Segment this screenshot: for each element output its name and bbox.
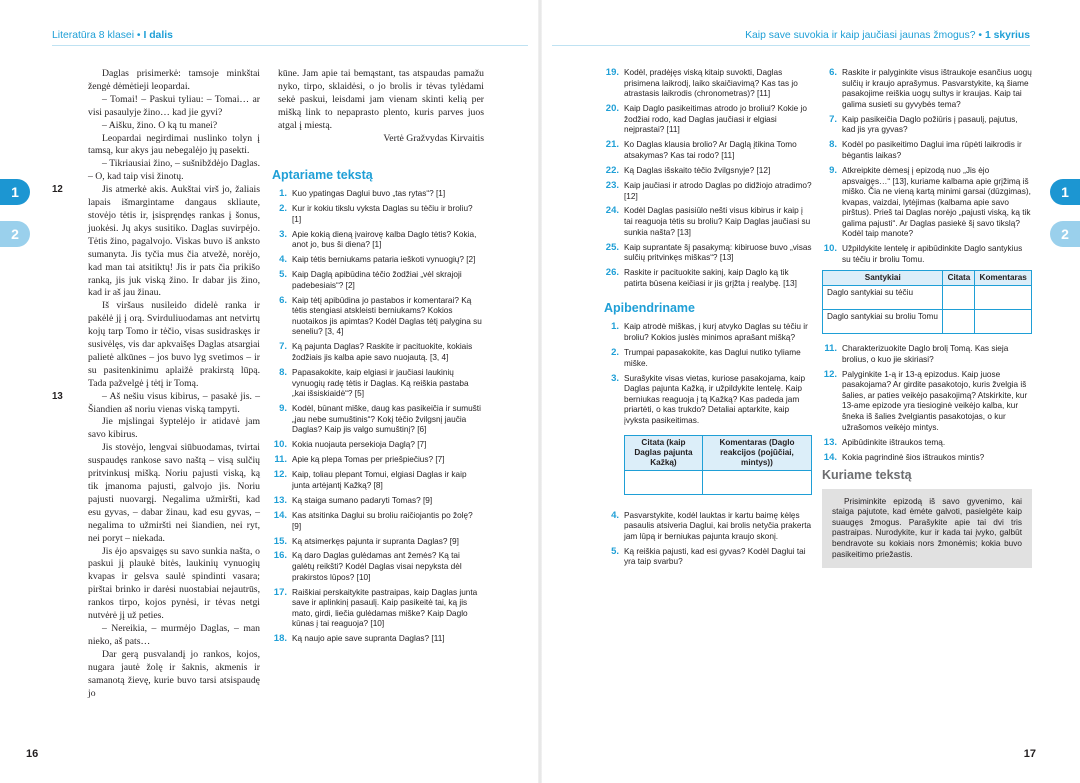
story-paragraph: [88, 546, 260, 623]
question-item: [272, 470, 484, 491]
story-paragraph: [88, 133, 260, 159]
question-item: [604, 374, 812, 427]
story-text: – Aišku, žino. O ką tu manei?: [102, 119, 218, 131]
left-running-header: Literatūra 8 klasei • I dalis: [52, 20, 528, 46]
question-item: [604, 140, 812, 161]
question-list-right-b: [822, 344, 1032, 463]
story-paragraph: [88, 442, 260, 545]
question-text: Pasvarstykite, kodėl lauktas ir kartu baimę kėlęs pasaulis atsiveria Daglui, kai brolis netyčia prakerta jam lūpą ir berniukas pajunta kraujo skonį.: [624, 510, 812, 541]
question-item: [272, 588, 484, 630]
question-item: [272, 255, 484, 266]
question-item: [604, 68, 812, 100]
question-text: Užpildykite lentelę ir apibūdinkite Daglo santykius su tėčiu ir broliu Tomu.: [842, 244, 1023, 265]
question-text: Palyginkite 1-ą ir 13-ą epizodus. Kaip juose pasakojama? Ar girdite pasakotojo, kuris žvelgia iš šalies, ar paties veikėjo pasakojimą? Atskirkite, kur 13-ame epizode yra tiesioginė veikėjo kalba, kur šneka iš šalies žvelgiantis pasakotojas, o kur užrašomos veikėjo mintys.: [842, 369, 1028, 432]
rel-cell[interactable]: [943, 286, 975, 310]
rel-header-citata: Citata: [943, 271, 975, 286]
question-text: Ką Daglas išskaito tėčio žvilgsnyje? [12]: [624, 165, 771, 175]
story-text: Jis ėjo apsvaigęs su savo sunkia našta, o paskui jį plaukė bitės, laukinių vynuogių kvapas ir gelsva saulė spindinti vasara; pirštai brinko ir darėsi nuostabiai nejautrūs, rankos tirpo, kojos pynėsi, ir tėvas netgi nutvėrė jį už peties.: [88, 545, 260, 622]
question-number: 7.: [829, 113, 837, 125]
question-number: 21.: [605, 139, 619, 151]
question-list: [272, 189, 484, 645]
question-text: Kaip, toliau plepant Tomui, elgiasi Daglas ir kaip junta artėjantį Kažką? [8]: [292, 470, 467, 490]
question-text: Raskite ir palyginkite visus ištraukoje esančius uogų sulčių ir kraujo aprašymus. Pasvarstykite, ką šiame pasakojime reiškia uogų sultys ir kraujas. Kaip tai galima susieti su gyvybės tema?: [842, 68, 1032, 109]
book-part: I dalis: [143, 30, 173, 41]
relationships-table: [822, 270, 1032, 334]
question-text: Kaip pasikeičia Daglo požiūris į pasaulį, pajutus, kad jis yra gyvas?: [842, 114, 1018, 135]
book-title: Literatūra 8 klasei: [52, 30, 135, 41]
story-paragraph: [88, 416, 260, 442]
question-item: [272, 204, 484, 225]
question-text: Kodėl, būnant miške, daug kas pasikeičia ir sumušti „jau nebe sumuštinis“? Kokį tėčio žvilgsnį jaučia Daglas? Kaip jis valgo sumuštinį? [6]: [292, 404, 481, 435]
chapter-number: 1 skyrius: [984, 30, 1030, 41]
section-heading-aptariame: Aptariame tekstą: [272, 168, 373, 182]
question-text: Kaip suprantate šį pasakymą: kibiruose buvo „visas sulčių pritvinkęs miškas“? [13]: [624, 242, 812, 263]
question-number: 7.: [279, 341, 287, 353]
chapter-tab-2-right[interactable]: 2: [1050, 221, 1080, 247]
question-item: [272, 368, 484, 400]
chapter-tab-1-right[interactable]: 1: [1050, 179, 1080, 205]
story-text: kūne. Jam apie tai bemąstant, tas atspaudas pamažu nyko, tirpo, sklaidėsi, o jo brolis ir tėvas tylėdami sekė paskui, leisdami jam vienam skinti kelią per mišką link to nepaprasto plento, kuris parves juos atgal į miestą.: [278, 68, 484, 131]
question-number: 11.: [824, 343, 837, 355]
section-heading-apibendriname: Apibendriname: [604, 301, 695, 316]
question-number: 23.: [605, 179, 619, 191]
question-number: 10.: [823, 243, 837, 255]
question-text: Apibūdinkite ištraukos temą.: [842, 437, 946, 447]
question-number: 12.: [273, 469, 287, 481]
question-item: [272, 296, 484, 338]
question-number: 20.: [605, 103, 619, 115]
story-paragraph: [88, 68, 260, 94]
question-text: Kaip tėtis berniukams pataria ieškoti vynuogių? [2]: [292, 255, 476, 265]
episode-number: 12: [52, 184, 63, 196]
question-text: Kodėl Daglas pasisiūlo nešti visus kibirus ir kaip į tai reaguoja tėtis su broliu? Kaip Daglas jaučiasi su sunkia našta? [13]: [624, 206, 811, 237]
rel-header-santykiai: Santykiai: [823, 271, 943, 286]
question-number: 25.: [605, 241, 619, 253]
rel-cell[interactable]: [975, 310, 1032, 334]
question-item: [604, 268, 812, 289]
story-text: Dar gerą pusvalandį jo rankos, kojos, nugara jautė žolę ir šaknis, akmenis ir samanotą žievę, kurie buvo tarsi atsispaudę jo: [88, 648, 260, 699]
question-item: [272, 496, 484, 507]
question-item: [822, 344, 1032, 365]
question-item: [272, 189, 484, 200]
question-item: [604, 206, 812, 238]
rel-row-label: Daglo santykiai su tėčiu: [823, 286, 943, 310]
story-paragraph: [88, 623, 260, 649]
story-paragraph: [88, 94, 260, 120]
question-number: 6.: [829, 67, 837, 78]
question-item: [272, 404, 484, 436]
question-item: [604, 243, 812, 264]
question-number: 2.: [611, 347, 619, 358]
question-item: [272, 537, 484, 548]
story-text: Jis atmerkė akis. Aukštai virš jo, žaliais lapais išmargintame dangaus skliaute, stovėjo tėtis ir, įsispręndęs rankas į šonus, juokėsi. Jų akys susitiko. Daglas suvirpėjo. Tėtis žino, pagalvojo. Viskas buvo iš anksto sumanyta. Jis tyčia mus čia atvežė, norėjo, kad man tai atsitiktų! Jis ir pats čia prikišo ranką, jis juk viską žino. Ir dabar jis žino, kad ir aš jau žinau.: [88, 184, 260, 299]
rel-cell[interactable]: [943, 310, 975, 334]
question-number: 9.: [829, 164, 837, 176]
question-text: Atkreipkite dėmesį į epizodą nuo „Jis ėjo apsvaigęs…“ [13], kuriame kalbama apie grįžimą iš miško. Čia ne vieną kartą minimi garsai (dūzgimas), kvapas, vaizdai, lytėjimas (kalbama apie savo pirštus). Prieš tai Daglas norėjo „pajusti viską, ką tik galima pajusti“. Ar Daglas pasiekė šį savo tikslą? Kodėl taip manote?: [842, 165, 1031, 239]
story-text: – Tikriausiai žino, – sušnibždėjo Daglas. – O, kad taip visi žinotų.: [88, 158, 260, 183]
question-number: 5.: [279, 269, 287, 281]
question-text: Ką daro Daglas gulėdamas ant žemės? Ką tai galėtų reikšti? Kodėl Daglas visai nepyksta dėl prakirstos lūpos? [10]: [292, 551, 462, 582]
story-paragraph: [52, 184, 260, 300]
question-number: 26.: [605, 267, 619, 279]
question-text: Raskite ir pacituokite sakinį, kaip Daglo ką tik patirta būsena keičiasi ir jis grįžta į realybę. [13]: [624, 268, 797, 288]
question-item: [272, 342, 484, 363]
story-paragraph: [278, 68, 484, 133]
question-number: 2.: [279, 202, 287, 214]
question-item: [822, 166, 1032, 240]
story-text: Jis stovėjo, lengvai siūbuodamas, tvirtai suspaudęs rankose savo naštą – visą sulčių pritvinkusį mišką. Noriu pajusti viską, ką tik įmanoma pajusti, galvojo jis. Noriu pajusti nuovargį. Negalima užmiršti, kad esu gyvas, – dabar žinau, kad esu gyvas, – negalima to užmiršti nei šiandien, nei ryt, nei poryt – niekada.: [88, 442, 260, 544]
question-text: Trumpai papasakokite, kas Daglui nutiko tyliame miške.: [624, 348, 801, 368]
question-item: [604, 322, 812, 343]
story-paragraph: [88, 120, 260, 133]
question-item: [822, 453, 1032, 464]
story-text: Leopardai negirdimai nuslinko tolyn į tamsą, kur akys jau nebegalėjo jų pasekti.: [88, 132, 260, 157]
question-item: [272, 511, 484, 532]
rel-cell[interactable]: [975, 286, 1032, 310]
question-item: [822, 68, 1032, 110]
quote-table-header-citata: Citata (kaip Daglas pajunta Kažką): [625, 435, 703, 470]
story-column-1: [52, 68, 260, 700]
question-number: 5.: [611, 545, 619, 557]
story-paragraph: [88, 649, 260, 701]
story-paragraph: [88, 158, 260, 184]
question-text: Raiškiai perskaitykite pastraipas, kaip Daglas junta save ir aplinkinį pasaulį. Kaip pasikeitė tai, ką jis mato, girdi, liečia gulėdamas miške? Kaip Daglo kūnas į tai reaguoja? [10]: [292, 587, 478, 629]
story-text: Jie mįslingai šyptelėjo ir atidavė jam savo kibirus.: [88, 416, 260, 441]
writing-task-text: Prisiminkite epizodą iš savo gyvenimo, kai staiga pajutote, kad ėmėte galvoti, pasielgėte kaip suaugęs žmogus. Parašykite apie tai dvi tris pastraipas. Nurodykite, kur ir kada tai įvyko, galbūt bendravote su kokiais nors žmonėmis; kokia buvo pasikeitimo priežastis.: [832, 496, 1022, 559]
translator-credit: Vertė Gražvydas Kirvaitis: [383, 132, 484, 144]
question-number: 17.: [273, 586, 287, 598]
question-item: [604, 511, 812, 543]
question-list-right-a: [822, 68, 1032, 266]
chapter-tab-2[interactable]: 2: [0, 221, 30, 247]
question-item: [604, 166, 812, 177]
question-number: 12.: [823, 368, 837, 380]
question-text: Ko Daglas klausia brolio? Ar Daglą įtikina Tomo atsakymas? Kas tai rodo? [11]: [624, 140, 797, 160]
question-item: [822, 244, 1032, 265]
question-item: [822, 370, 1032, 434]
question-list-continued: [604, 68, 812, 289]
question-text: Ką pajunta Daglas? Raskite ir pacituokite, kokiais žodžiais jis kalba apie savo nuojautą. [3, 4]: [292, 342, 473, 363]
quote-table-header-komentaras: Komentaras (Daglo reakcijos (pojūčiai, mintys)): [702, 435, 811, 470]
question-text: Kaip Daglą apibūdina tėčio žodžiai „vėl skrajoji padebesiais“? [2]: [292, 270, 462, 290]
question-number: 4.: [279, 254, 287, 266]
question-text: Kokia nuojauta persekioja Daglą? [7]: [292, 440, 427, 450]
page-number-right: 17: [1023, 748, 1036, 760]
story-text: – Tomai! – Paskui tyliau: – Tomai… ar visi pasaulyje žino… kad jie gyvi?: [88, 93, 260, 118]
chapter-title: Kaip save suvokia ir kaip jaučiasi jaunas žmogus?: [745, 30, 976, 41]
summary-question-list: [604, 322, 812, 426]
question-text: Surašykite visas vietas, kuriose pasakojama, kaip Daglas pajunta Kažką, ir užpildykite lentelę. Kaip berniukas reaguoja į tą Kažką? Kas padeda jam priartėti, o kas trukdo? Detaliai aptarkite, kaip įvyksta pasikeitimas.: [624, 373, 806, 425]
question-number: 3.: [611, 372, 619, 384]
question-number: 13.: [823, 436, 837, 448]
story-text: Daglas prisimerkė: tamsoje minkštai žengė dėmėtieji leopardai.: [88, 68, 260, 92]
question-number: 18.: [273, 633, 287, 645]
question-item: [272, 440, 484, 451]
question-item: [604, 547, 812, 568]
question-text: Papasakokite, kaip elgiasi ir jaučiasi laukinių vynuogių radę tėtis ir Daglas. Ką reiškia pastaba „kai išsiskiaidė“? [5]: [292, 368, 469, 399]
page-number-left: 16: [26, 748, 39, 760]
question-text: Kur ir kokiu tikslu vyksta Daglas su tėčiu ir broliu? [1]: [292, 203, 473, 224]
discussion-questions-section: [272, 168, 484, 649]
question-number: 15.: [273, 535, 287, 547]
question-text: Kaip jaučiasi ir atrodo Daglas po didžiojo atradimo? [12]: [624, 180, 812, 201]
question-text: Kaip atrodė miškas, į kurį atvyko Daglas su tėčiu ir broliu? Kokios juslės minimos aprašant mišką?: [624, 322, 808, 343]
question-number: 16.: [273, 550, 287, 562]
question-item: [272, 455, 484, 466]
question-number: 4.: [611, 509, 619, 521]
question-text: Ką naujo apie save supranta Daglas? [11]: [292, 634, 445, 644]
writing-task-box: [822, 489, 1032, 569]
question-item: [604, 181, 812, 202]
story-column-2: [278, 68, 484, 145]
story-paragraph: [88, 300, 260, 390]
question-item: [822, 140, 1032, 161]
question-number: 8.: [829, 139, 837, 151]
question-text: Kuo ypatingas Daglui buvo „tas rytas“? [1]: [292, 189, 446, 198]
question-number: 14.: [823, 451, 837, 463]
chapter-tab-1[interactable]: 1: [0, 179, 30, 205]
question-text: Ką staiga sumano padaryti Tomas? [9]: [292, 495, 433, 505]
story-text: Iš viršaus nusileido didelė ranka ir pakėlė jį į orą. Svirduliuodamas ant netvirtų kojų tarp Tomo ir tėčio, visas susidraskęs ir susivėlęs, vis dar apkvaišęs Daglas atsargiai palietė alkūnes – jos buvo lyg svetimos – ir su pasitenkinimu aplaižė prakirstą lūpą. Tada pažvelgė į tėtį ir Tomą.: [88, 300, 260, 389]
rel-header-komentaras: Komentaras: [975, 271, 1032, 286]
question-number: 8.: [279, 367, 287, 379]
question-number: 19.: [605, 67, 619, 78]
right-running-header: Kaip save suvokia ir kaip jaučiasi jaunas žmogus? • 1 skyrius: [552, 20, 1030, 46]
question-text: Ką reiškia pajusti, kad esi gyvas? Kodėl Daglui tai yra taip svarbu?: [624, 546, 806, 567]
question-number: 24.: [605, 205, 619, 217]
question-number: 13.: [273, 494, 287, 506]
question-item: [604, 348, 812, 369]
story-paragraph: [52, 390, 260, 417]
question-number: 6.: [279, 294, 287, 306]
question-number: 10.: [273, 439, 287, 451]
quote-table-cell[interactable]: [625, 470, 703, 494]
middle-column: [604, 68, 812, 572]
question-text: Apie kokią dieną įvairovę kalba Daglo tėtis? Kokia, anot jo, bus ši diena? [1]: [292, 229, 477, 250]
question-number: 9.: [279, 403, 287, 415]
rel-row-label: Daglo santykiai su broliu Tomu: [823, 310, 943, 334]
question-text: Kodėl, pradėjęs viską kitaip suvokti, Daglas prisimena laikrodį, laiko skaičiavimą? Kas tas jo atrastasis laikrodis (chronometras)? [11]: [624, 68, 798, 99]
question-item: [272, 634, 484, 645]
question-item: [272, 551, 484, 583]
question-text: Kodėl po pasikeitimo Daglui ima rūpėti laikrodis ir bėgantis laikas?: [842, 140, 1022, 160]
section-heading-kuriame: Kuriame tekstą: [822, 467, 912, 482]
quote-table-cell[interactable]: [702, 470, 811, 494]
question-text: Apie ką plepa Tomas per priešpiečius? [7]: [292, 455, 445, 465]
question-item: [604, 104, 812, 136]
episode-number: 13: [52, 390, 63, 402]
question-number: 22.: [605, 164, 619, 176]
question-text: Kas atsitinka Daglui su broliu raičiojantis po žolę? [9]: [292, 510, 473, 531]
question-item: [272, 230, 484, 251]
right-column: [822, 68, 1032, 568]
question-text: Kokia pagrindinė šios ištraukos mintis?: [842, 452, 985, 462]
story-text: – Aš nešiu visus kibirus, – pasakė jis. – Šiandien aš noriu vienas viską tampyti.: [88, 390, 260, 415]
question-number: 3.: [279, 228, 287, 240]
question-number: 1.: [279, 188, 287, 199]
question-number: 1.: [611, 321, 619, 333]
question-number: 14.: [273, 509, 287, 521]
question-item: [822, 438, 1032, 449]
question-text: Kaip Daglo pasikeitimas atrodo jo broliui? Kokie jo žodžiai rodo, kad Daglas jaučiasi ir elgiasi nejprastai? [11]: [624, 104, 807, 135]
quote-table: [624, 435, 812, 495]
question-number: 11.: [274, 454, 287, 466]
question-text: Ką atsimerkęs pajunta ir supranta Daglas? [9]: [292, 536, 459, 546]
question-item: [272, 270, 484, 291]
summary-question-list-2: [604, 511, 812, 568]
question-item: [822, 115, 1032, 136]
story-text: – Nereikia, – murmėjo Daglas, – man nieko, aš pats…: [88, 622, 260, 647]
question-text: Charakterizuokite Daglo brolį Tomą. Kas sieja brolius, o kuo jie skiriasi?: [842, 344, 1009, 364]
question-text: Kaip tėtį apibūdina jo pastabos ir komentarai? Ką tėtis stengiasi atskleisti berniukams? Kokios nuotaikos jis apimtas? Kodėl Daglas tėtį palygina su seneliu? [3, 4]: [292, 295, 482, 337]
